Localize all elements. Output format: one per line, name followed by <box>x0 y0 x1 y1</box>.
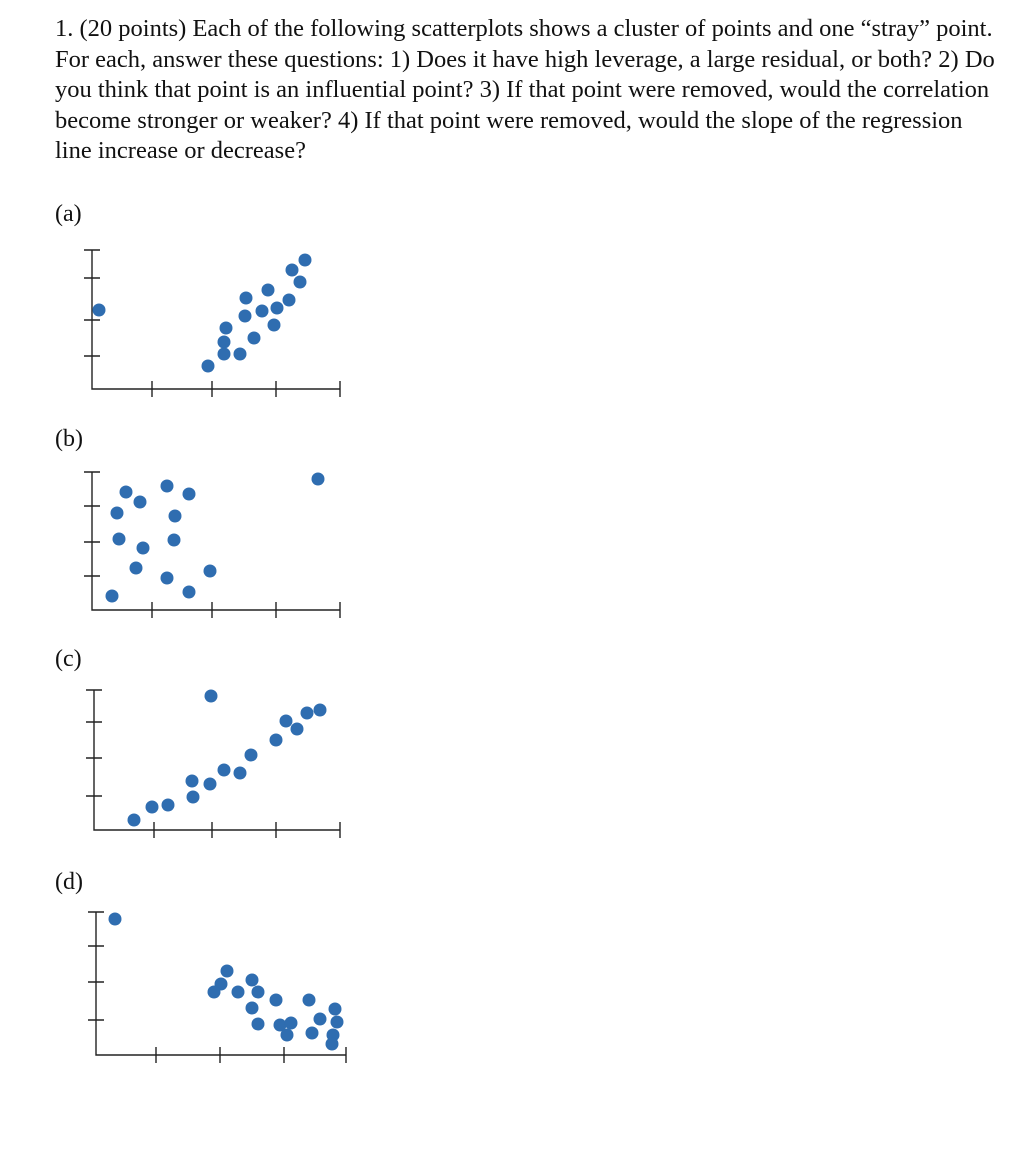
scatterplot-b <box>0 460 360 620</box>
data-point <box>218 348 231 361</box>
data-point <box>262 284 275 297</box>
data-point <box>252 986 265 999</box>
data-point <box>248 332 261 345</box>
data-point <box>306 1027 319 1040</box>
data-point <box>268 319 281 332</box>
data-point <box>245 749 258 762</box>
data-point <box>239 310 252 323</box>
data-point <box>111 507 124 520</box>
data-point <box>331 1016 344 1029</box>
data-point <box>218 336 231 349</box>
data-point <box>186 775 199 788</box>
data-point <box>220 322 233 335</box>
data-point <box>301 707 314 720</box>
data-point <box>246 1002 259 1015</box>
scatterplot-b-points <box>106 473 325 603</box>
plot-d-label: (d) <box>55 869 83 895</box>
data-point <box>168 534 181 547</box>
data-point <box>234 767 247 780</box>
data-point <box>291 723 304 736</box>
data-point <box>161 572 174 585</box>
data-point <box>329 1003 342 1016</box>
data-point <box>240 292 253 305</box>
data-point <box>202 360 215 373</box>
scatterplot-a <box>0 230 360 410</box>
data-point <box>218 764 231 777</box>
data-point <box>187 791 200 804</box>
data-point <box>281 1029 294 1042</box>
data-point <box>246 974 259 987</box>
data-point <box>270 734 283 747</box>
question-text: 1. (20 points) Each of the following scatterplots shows a cluster of points and one “stray” point. For each, answer these questions: 1) Does it have high leverage, a large residual, or both? 2) Do you think that point is an influential point? 3) If that point were removed, would the correlation become stronger or weaker? 4) If that point were removed, would the slope of the regression line increase or decrease? <box>55 15 995 164</box>
stray-point <box>205 690 218 703</box>
data-point <box>283 294 296 307</box>
data-point <box>146 801 159 814</box>
data-point <box>280 715 293 728</box>
data-point <box>169 510 182 523</box>
data-point <box>208 986 221 999</box>
data-point <box>286 264 299 277</box>
data-point <box>314 1013 327 1026</box>
data-point <box>120 486 133 499</box>
data-point <box>204 778 217 791</box>
data-point <box>162 799 175 812</box>
data-point <box>128 814 141 827</box>
stray-point <box>109 913 122 926</box>
data-point <box>285 1017 298 1030</box>
scatterplot-d-points <box>109 913 344 1051</box>
scatterplot-c <box>0 680 360 850</box>
data-point <box>303 994 316 1007</box>
data-point <box>134 496 147 509</box>
data-point <box>130 562 143 575</box>
data-point <box>270 994 283 1007</box>
plot-c-label: (c) <box>55 646 82 672</box>
data-point <box>183 586 196 599</box>
data-point <box>137 542 150 555</box>
stray-point <box>93 304 106 317</box>
data-point <box>106 590 119 603</box>
data-point <box>271 302 284 315</box>
scatterplot-c-points <box>128 690 327 827</box>
data-point <box>221 965 234 978</box>
scatterplot-a-points <box>93 254 312 373</box>
data-point <box>113 533 126 546</box>
data-point <box>232 986 245 999</box>
data-point <box>161 480 174 493</box>
data-point <box>326 1038 339 1051</box>
data-point <box>294 276 307 289</box>
data-point <box>314 704 327 717</box>
plot-a-label: (a) <box>55 201 82 227</box>
scatterplot-d <box>0 905 360 1070</box>
data-point <box>252 1018 265 1031</box>
stray-point <box>312 473 325 486</box>
data-point <box>299 254 312 267</box>
data-point <box>204 565 217 578</box>
plot-b-label: (b) <box>55 426 83 452</box>
data-point <box>256 305 269 318</box>
data-point <box>183 488 196 501</box>
data-point <box>234 348 247 361</box>
